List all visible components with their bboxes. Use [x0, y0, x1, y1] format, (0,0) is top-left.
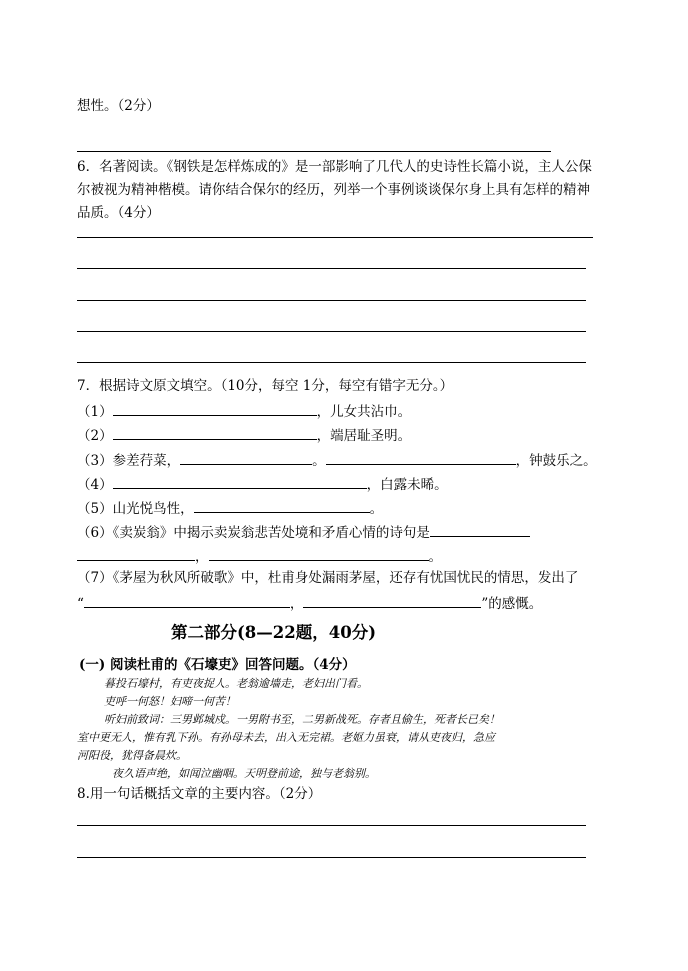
- q7-item-3-text-c: ，钟鼓乐之。: [515, 453, 597, 469]
- q7-item-6-text: （6）《卖炭翁》中揭示卖炭翁悲苦处境和矛盾心情的诗句是: [77, 525, 430, 541]
- q7-item-5: [77, 497, 383, 519]
- q7-item-6-cont: [77, 545, 442, 567]
- q7-item-3-text-b: 。: [312, 453, 326, 469]
- q7-item-7: （7）《茅屋为秋风所破歌》中，杜甫身处漏雨茅屋，还存有忧国忧民的情思，发出了: [77, 570, 579, 586]
- q7-blank[interactable]: [194, 497, 370, 513]
- q6-answer-line[interactable]: [77, 300, 586, 301]
- q5-tail-text: 想性。（2分）: [77, 98, 160, 114]
- q7-item-5-num: （5）: [77, 501, 113, 517]
- q7-item-5-text-b: 。: [369, 501, 384, 517]
- q7-item-6: [77, 521, 530, 543]
- q7-blank[interactable]: [430, 521, 530, 537]
- q7-blank[interactable]: [303, 592, 481, 608]
- q7-blank[interactable]: [326, 449, 516, 465]
- q8-stem: 8.用一句话概括文章的主要内容。（2分）: [77, 786, 322, 802]
- q7-item-2: [77, 424, 411, 446]
- q7-blank[interactable]: [113, 400, 317, 416]
- q8-answer-line[interactable]: [77, 857, 586, 858]
- q7-item-2-text: ，端居耻圣明。: [316, 428, 412, 444]
- q6-line-3: 品质。（4分）: [77, 205, 160, 221]
- q7-item-7-mid: ，: [289, 596, 304, 612]
- q6-answer-line[interactable]: [77, 362, 586, 363]
- q7-item-6-end: 。: [428, 549, 442, 565]
- q7-item-3-text-a: 参差荇菜，: [112, 453, 181, 469]
- q7-item-1-text: ，儿女共沾巾。: [316, 404, 412, 420]
- q5-answer-line[interactable]: [77, 151, 551, 152]
- q6-answer-line[interactable]: [77, 268, 586, 269]
- q7-item-5-text-a: 山光悦鸟性，: [112, 501, 194, 517]
- q7-blank[interactable]: [84, 592, 290, 608]
- q7-blank[interactable]: [77, 545, 195, 561]
- q7-item-6-mid: ，: [195, 549, 209, 565]
- q8-answer-line[interactable]: [77, 825, 586, 826]
- q7-item-7-cont: [77, 592, 542, 614]
- q7-blank[interactable]: [209, 545, 429, 561]
- q7-item-4-text: ，白露未晞。: [366, 477, 448, 493]
- q7-stem: 7．根据诗文原文填空。（10分，每空 1分，每空有错字无分。）: [77, 378, 454, 394]
- poem-line-6: 夜久语声绝，如闻泣幽咽。天明登前途，独与老翁别。: [112, 767, 376, 780]
- poem-line-5: 河阳役，犹得备晨炊。: [77, 749, 187, 762]
- q7-item-7-close: ”的感慨。: [481, 596, 543, 612]
- q7-item-7-open: “: [77, 596, 84, 612]
- q7-blank[interactable]: [113, 424, 317, 440]
- poem-line-1: 暮投石壕村，有吏夜捉人。老翁逾墙走，老妇出门看。: [104, 677, 368, 690]
- q7-item-3-num: （3）: [77, 453, 113, 469]
- q7-item-4: [77, 473, 448, 495]
- q7-item-1: [77, 400, 411, 422]
- q6-line-2: 尔被视为精神楷模。请你结合保尔的经历，列举一个事例谈谈保尔身上具有怎样的精神: [77, 182, 590, 198]
- q7-item-3: [77, 449, 597, 471]
- part-two-title: 第二部分(8—22题，40分): [171, 623, 377, 642]
- q6-answer-line[interactable]: [77, 331, 586, 332]
- q7-item-1-num: （1）: [77, 404, 113, 420]
- poem-line-3: 听妇前致词：三男邺城戍。一男附书至，二男新战死。存者且偷生，死者长已矣！: [104, 713, 500, 726]
- q6-answer-line[interactable]: [77, 237, 593, 238]
- poem-line-2: 吏呼一何怒！妇啼一何苦！: [104, 695, 236, 708]
- q7-blank[interactable]: [113, 473, 367, 489]
- poem-line-4: 室中更无人，惟有乳下孙。有孙母未去，出入无完裙。老妪力虽衰，请从吏夜归，急应: [77, 731, 495, 744]
- q7-item-2-num: （2）: [77, 428, 113, 444]
- section-one-title: (一) 阅读杜甫的《石壕吏》回答问题。（4分）: [79, 657, 356, 673]
- q7-blank[interactable]: [180, 449, 312, 465]
- q7-item-4-num: （4）: [77, 477, 113, 493]
- q6-line-1: 6．名著阅读。《钢铁是怎样炼成的》是一部影响了几代人的史诗性长篇小说，主人公保: [77, 159, 592, 175]
